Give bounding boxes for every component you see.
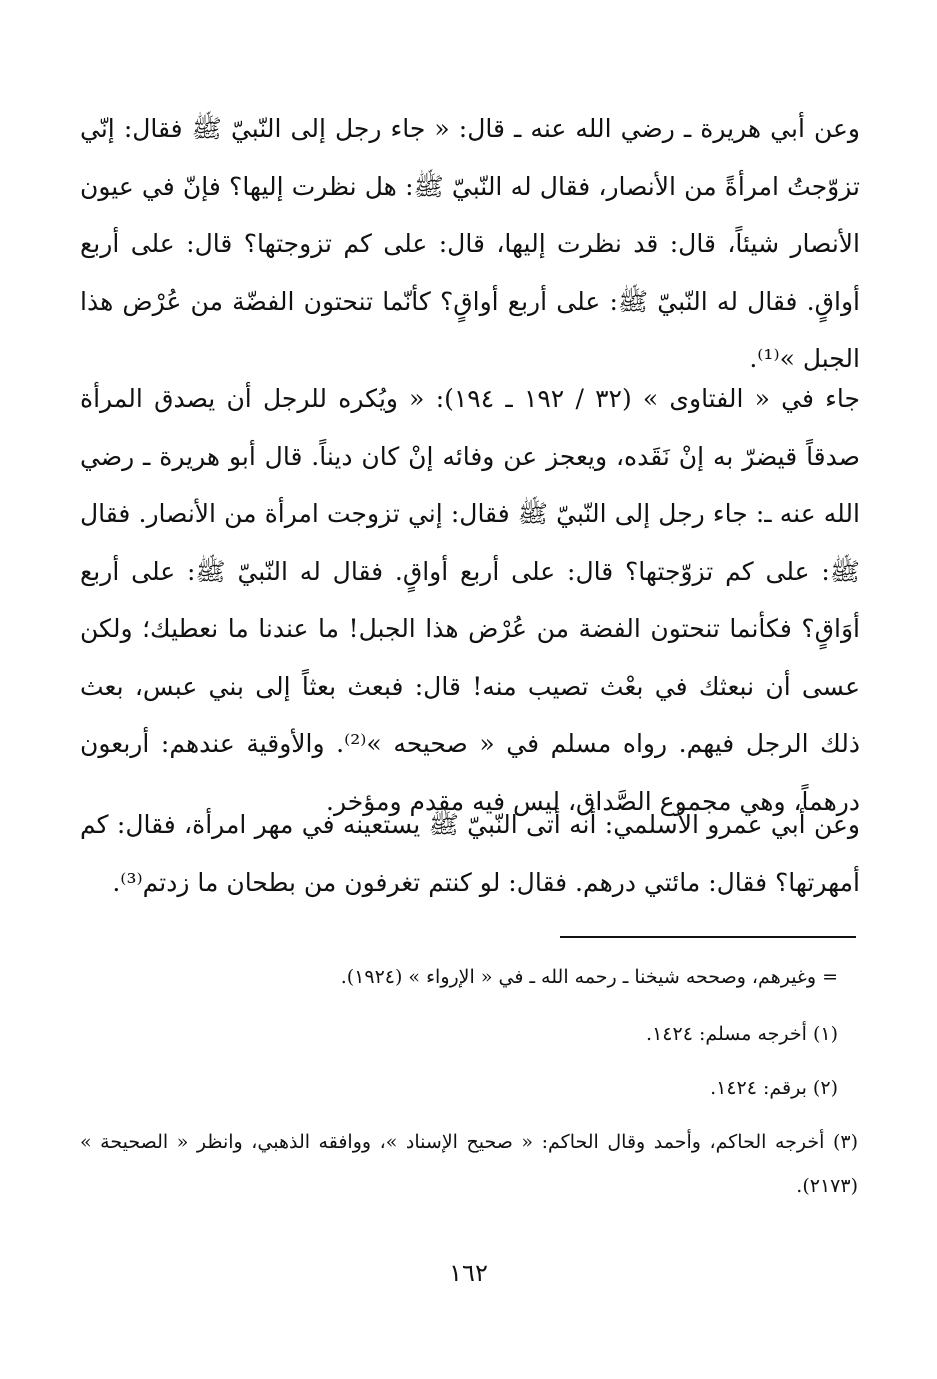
paragraph-abu-hurairah: وعن أبي هريرة ـ رضي الله عنه ـ قال: « جاء رجل إلى النّبيّ ﷺ فقال: إنّي تزوّجتُ امرأةً من الأنصار، فقال له النّبيّ ﷺ: هل نظرت إليها؟ فإنّ في عيون الأنصار شيئاً، قال: قد نظرت إليها، قال: على كم تزوجتها؟ قال: على أربع أواقٍ. فقال له النّبيّ ﷺ: على أربع أواقٍ؟ كأنّما تنحتون الفضّة من عُرْض هذا الجبل »⁽¹⁾.: [80, 114, 860, 373]
footnote-continuation: = وغيرهم، وصححه شيخنا ـ رحمه الله ـ في « الإرواء » (١٩٢٤).: [340, 966, 838, 988]
footnote-1: (١) أخرجه مسلم: ١٤٢٤.: [646, 1023, 838, 1045]
footnote-3: (٣) أخرجه الحاكم، وأحمد وقال الحاكم: « صحيح الإسناد »، ووافقه الذهبي، وانظر « الصحيحة » (٢١٧٣).: [80, 1131, 858, 1197]
paragraph-abu-amr-aslami: وعن أبي عمرو الأسلمي: أنه أتى النّبيّ ﷺ يستعينه في مهر امرأة، فقال: كم أمهرتها؟ فقال: مائتي درهم. فقال: لو كنتم تغرفون من بطحان ما زدتم⁽³⁾.: [80, 810, 860, 897]
page-number: ١٦٢: [449, 1259, 488, 1287]
footnote-separator: [560, 936, 856, 938]
footnote-2: (٢) برقم: ١٤٢٤.: [710, 1077, 838, 1099]
paragraph-fatawa-quote: جاء في « الفتاوى » (٣٢ / ١٩٢ ـ ١٩٤): « ويُكره للرجل أن يصدق المرأة صدقاً قيضرّ به إنْ نَقَده، ويعجز عن وفائه إنْ كان ديناً. قال أبو هريرة ـ رضي الله عنه ـ: جاء رجل إلى النّبيّ ﷺ فقال: إني تزوجت امرأة من الأنصار. فقال ﷺ: على كم تزوّجتها؟ قال: على أربع أواقٍ. فقال له النّبيّ ﷺ: على أربع أوَاقٍ؟ فكأنما تنحتون الفضة من عُرْض هذا الجبل! ما عندنا ما نعطيك؛ ولكن عسى أن نبعثك في بعْث تصيب منه! قال: فبعث بعثاً إلى بني عبس، بعث ذلك الرجل فيهم. رواه مسلم في « صحيحه »⁽²⁾. والأوقية عندهم: أربعون درهماً، وهي مجموع الصَّداق، ليس فيه مقدم ومؤخر.: [80, 384, 860, 816]
